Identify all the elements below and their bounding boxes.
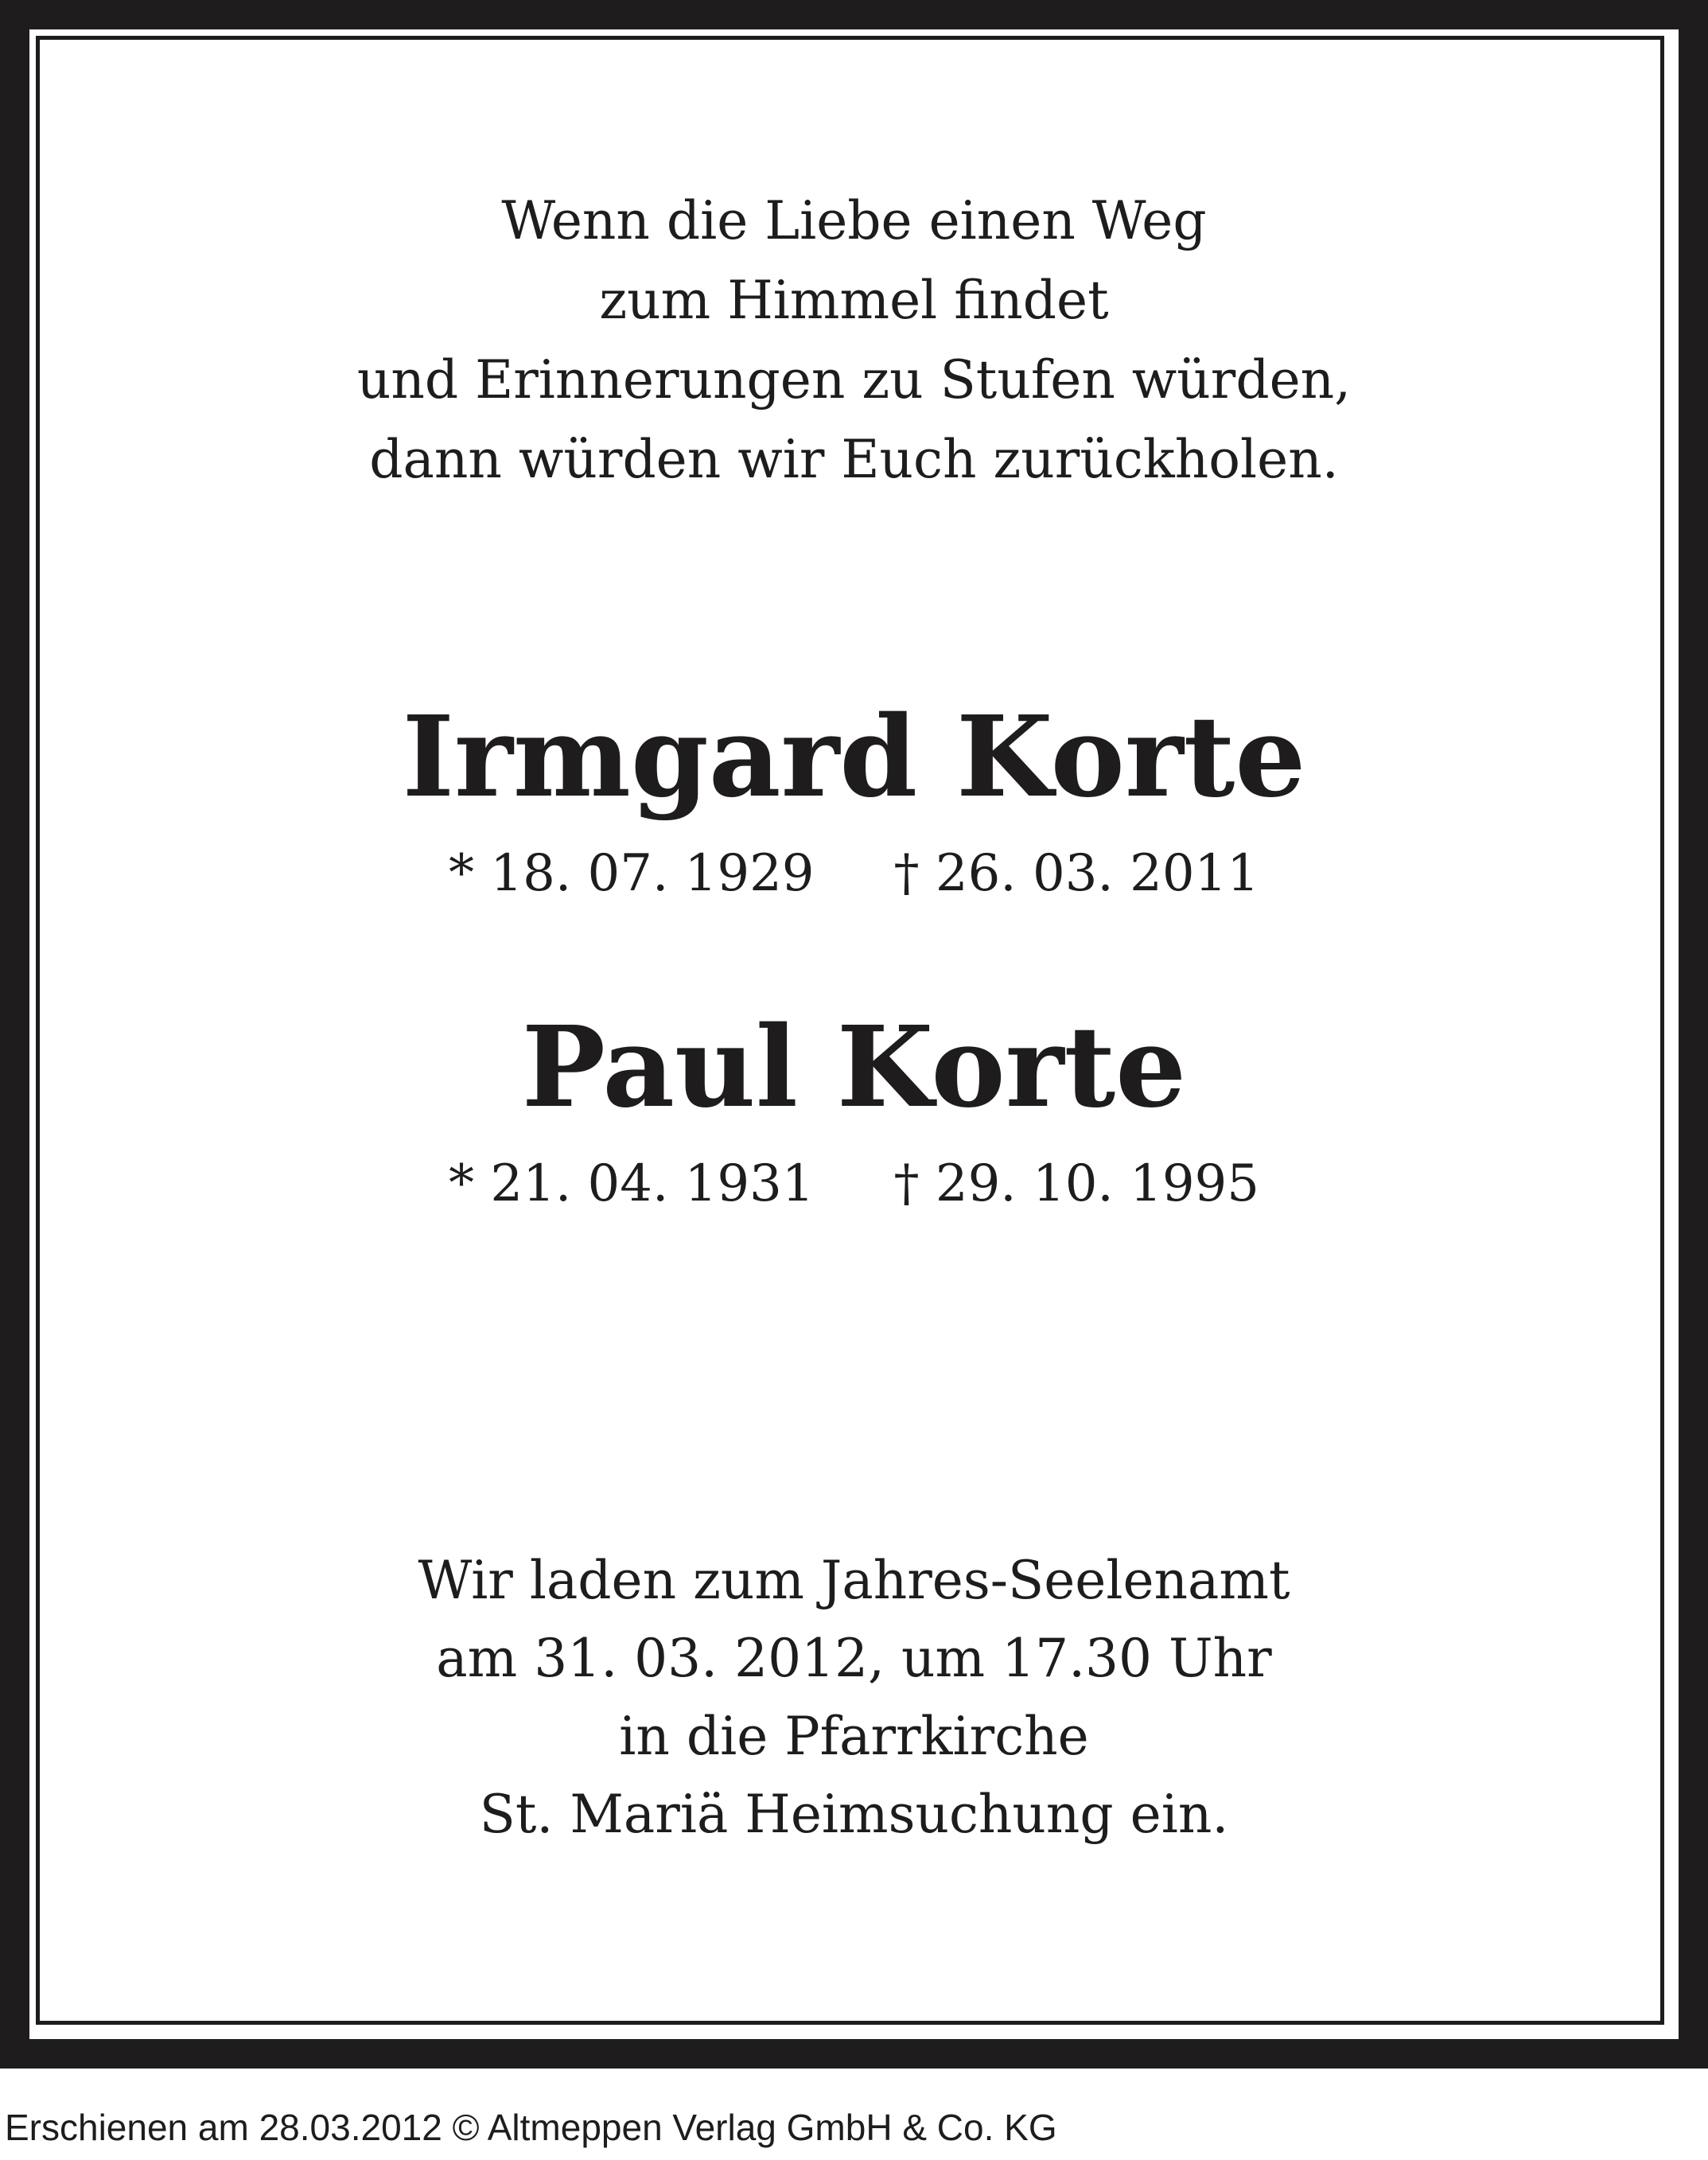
poem-line: dann würden wir Euch zurückholen. [369, 429, 1339, 490]
poem-line: zum Himmel findet [599, 270, 1109, 331]
birth-date: * 21. 04. 1931 [449, 1154, 815, 1213]
poem [0, 181, 1708, 500]
poem-line: Wenn die Liebe einen Weg [501, 190, 1207, 251]
death-date: † 26. 03. 2011 [893, 844, 1259, 903]
death-date: † 29. 10. 1995 [893, 1154, 1259, 1213]
deceased-name-paul: Paul Korte [521, 1002, 1187, 1133]
birth-date: * 18. 07. 1929 [449, 844, 815, 903]
poem-line: und Erinnerungen zu Stufen würden, [356, 349, 1352, 411]
invitation-line: Wir laden zum Jahres-Seelenamt [418, 1550, 1290, 1611]
invitation-line: am 31. 03. 2012, um 17.30 Uhr [436, 1628, 1272, 1689]
invitation-line: in die Pfarrkirche [619, 1706, 1089, 1767]
invitation-line: St. Mariä Heimsuchung ein. [479, 1784, 1229, 1845]
publication-footer: Erschienen am 28.03.2012 © Altmeppen Verlag GmbH & Co. KG [5, 2107, 1057, 2148]
deceased-dates-paul [0, 1152, 1708, 1216]
deceased-dates-irmgard [0, 842, 1708, 905]
invitation [0, 1542, 1708, 1854]
deceased-name-irmgard: Irmgard Korte [402, 692, 1306, 823]
